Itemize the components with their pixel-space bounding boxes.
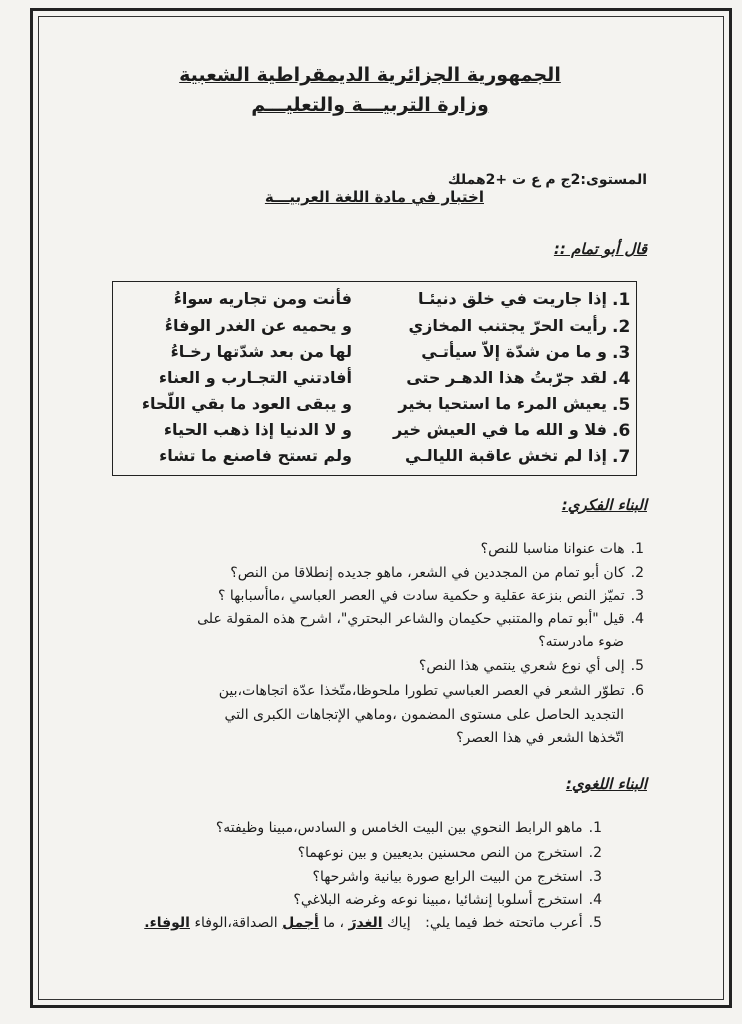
question-item [197,611,644,627]
question-item [218,588,644,604]
verse-number: 1. [612,290,631,310]
parse-item-underlined: الوفاء. [144,915,190,931]
question-item [219,683,644,699]
question-text: تميّز النص بنزعة عقلية و حكمية سادت في العصر العباسي ،ماأسبابها ؟ [217,588,625,604]
question-number: 2. [588,845,602,861]
verse-second-half: لها من بعد شدّتها رخـاءُ [170,342,352,361]
section-intellectual-title: البناء الفكري: [561,496,647,514]
question-text: تطوّر الشعر في العصر العباسي تطورا ملحوظا،متّخذا عدّة اتجاهات،بين [218,683,625,699]
verse-first-half: إذا لم تخش عاقبة الليالـي [404,446,607,465]
verse-second-half: و لا الدنيا إذا ذهب الحياء [163,420,352,439]
question-item [230,565,644,581]
question-text: استخرج من النص محسنين بديعيين و بين نوعهما؟ [297,845,583,861]
question-continuation: ضوء مادرسته؟ [538,634,624,650]
question-number: 1. [630,541,644,557]
verse-number: 2. [612,317,631,337]
verse-first-half: إذا جاريت في خلق دنيئـا [417,289,607,308]
verse-first-half: يعيش المرء ما استحيا بخير [398,394,607,413]
question-item [216,820,602,836]
question-number: 5. [588,915,602,931]
verse-number: 7. [612,447,631,467]
level-label: المستوى:2ج م ع ت +2هملك [447,172,647,188]
question-item [419,658,644,674]
verse-number: 3. [612,343,631,363]
parse-item: الصداقة،الوفاء [194,915,278,931]
poet-intro: قال أبو تمام :: [553,240,647,258]
verse-first-half: و ما من شدّة إلاّ سيأتـي [421,342,607,361]
exam-title: اختبار في مادة اللغة العربيـــة [264,188,484,206]
section-linguistic-title: البناء اللغوي: [565,775,647,793]
question-number: 3. [630,588,644,604]
question-text: قيل "أبو تمام والمتنبي حكيمان والشاعر البحتري"، اشرح هذه المقولة على [197,611,625,627]
question-text: إلى أي نوع شعري ينتمي هذا النص؟ [418,658,625,674]
verse-first-half: رأيت الحرّ يجتنب المخازي [408,316,607,335]
question-item [298,845,602,861]
question-text: استخرج من البيت الرابع صورة بيانية واشرحها؟ [312,869,583,885]
question-number: 6. [630,683,644,699]
verse-second-half: فأنت ومن تجاريه سواءُ [173,289,352,308]
question-number: 4. [588,892,602,908]
question-text: هات عنوانا مناسبا للنص؟ [480,541,625,557]
question-item [293,892,602,908]
question-text: ماهو الرابط النحوي بين البيت الخامس و السادس،مبينا وظيفته؟ [215,820,583,836]
verse-second-half: و يبقى العود ما بقي اللّحاء [141,394,352,413]
question-number: 3. [588,869,602,885]
question-text: أعرب ماتحته خط فيما يلي: [425,915,583,931]
question-continuation: اتّخذها الشعر في هذا العصر؟ [456,730,624,746]
header-republic: الجمهورية الجزائرية الديمقراطية الشعبية [179,64,561,86]
question-number: 2. [630,565,644,581]
verse-second-half: ولم تستح فاصنع ما تشاء [159,446,352,465]
question-item [481,541,644,557]
parse-item-underlined: الغدرَ [348,915,383,931]
verse-number: 5. [612,395,631,415]
parse-item: إياك [387,915,411,931]
verse-number: 4. [612,369,631,389]
question-item [313,869,602,885]
verse-second-half: أفادتني التجـارب و العناء [158,368,352,387]
question-text: كان أبو تمام من المجددين في الشعر، ماهو جديده إنطلاقا من النص؟ [230,565,625,581]
verse-number: 6. [612,421,631,441]
verse-first-half: لقد جرّبتُ هذا الدهـر حتى [406,368,607,387]
parse-item: ، ما [323,915,345,931]
question-number: 1. [588,820,602,836]
question-number: 4. [630,611,644,627]
question-text: استخرج أسلوبا إنشائيا ،مبينا نوعه وغرضه البلاغي؟ [293,892,583,908]
header-ministry: وزارة التربيـــة والتعليـــم [251,94,489,116]
question-continuation: التجديد الحاصل على مستوى المضمون ،وماهي الإتجاهات الكبرى التي [224,707,624,723]
question-item [144,915,602,931]
question-number: 5. [630,658,644,674]
parse-item-underlined: أجمل [282,915,319,931]
verse-second-half: و يحميه عن الغدر الوفاءُ [164,316,352,335]
verse-first-half: فلا و الله ما في العيش خير [393,420,607,439]
